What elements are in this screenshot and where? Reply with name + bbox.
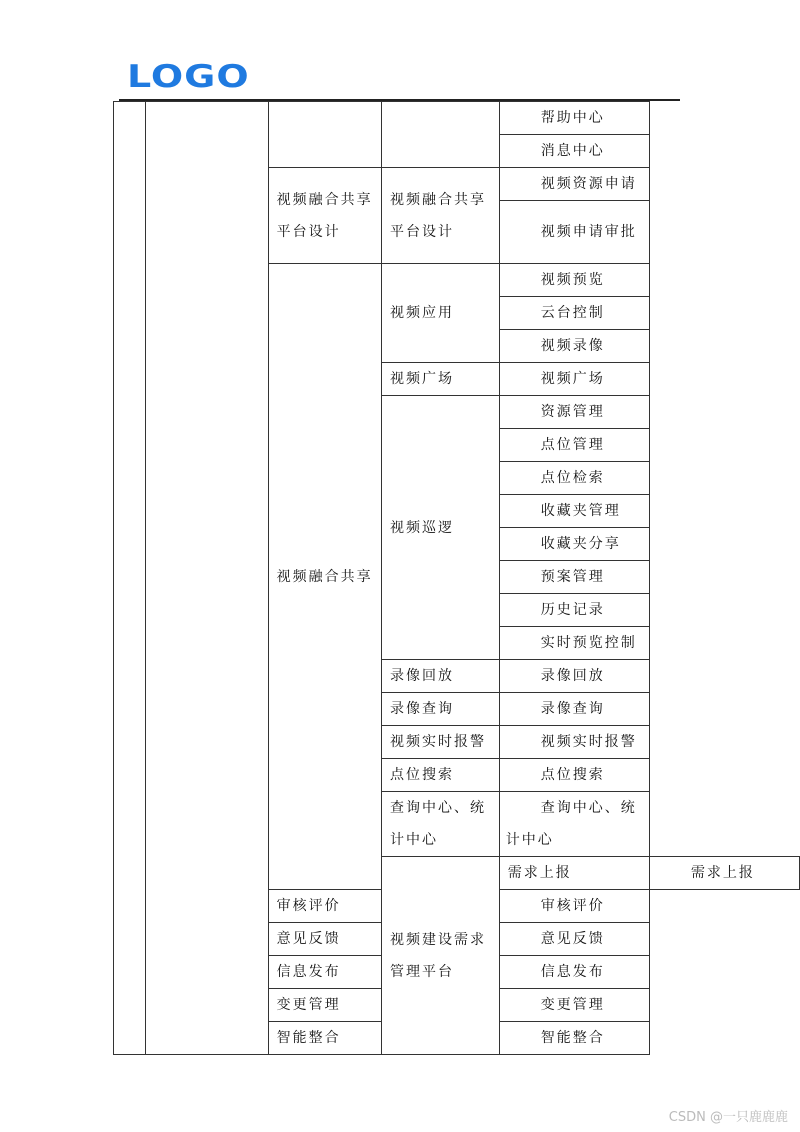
table-cell-submodule: 视频巡逻 <box>382 396 500 660</box>
table-cell-item: 录像查询 <box>499 693 649 726</box>
table-cell-item: 预案管理 <box>499 561 649 594</box>
table-cell-item: 资源管理 <box>499 396 649 429</box>
logo: LOGO <box>127 58 250 95</box>
table-cell-item: 视频广场 <box>499 363 649 396</box>
table-cell-item: 云台控制 <box>499 297 649 330</box>
table-cell-submodule: 录像查询 <box>382 693 500 726</box>
table-cell-item: 视频录像 <box>499 330 649 363</box>
table-cell-submodule: 意见反馈 <box>268 923 381 956</box>
table-cell-submodule: 变更管理 <box>268 989 381 1022</box>
table-cell-submodule: 审核评价 <box>268 890 381 923</box>
table-cell-item: 点位搜索 <box>499 759 649 792</box>
table-cell-item: 收藏夹管理 <box>499 495 649 528</box>
table-cell-item: 历史记录 <box>499 594 649 627</box>
table-cell-item: 收藏夹分享 <box>499 528 649 561</box>
table-row <box>114 102 800 135</box>
table-cell-item: 视频预览 <box>499 264 649 297</box>
table-cell-item: 点位检索 <box>499 462 649 495</box>
table-cell-submodule: 点位搜索 <box>382 759 500 792</box>
table-cell-submodule: 信息发布 <box>268 956 381 989</box>
table-cell-item: 视频实时报警 <box>499 726 649 759</box>
table-cell-item: 查询中心、统计中心 <box>499 792 649 857</box>
table-cell-blank-col1 <box>114 102 146 1055</box>
table-cell-blank-col2 <box>146 102 268 1055</box>
table-cell-item: 审核评价 <box>499 890 649 923</box>
table-cell-module: 视频融合共享 <box>268 264 381 890</box>
table-cell-item: 视频资源申请 <box>499 168 649 201</box>
table-cell-blank-col3 <box>268 102 381 168</box>
table-cell-submodule: 智能整合 <box>268 1022 381 1055</box>
table-cell-item: 变更管理 <box>499 989 649 1022</box>
table-cell-submodule: 视频融合共享平台设计 <box>382 168 500 264</box>
table-cell-module: 视频建设需求管理平台 <box>382 857 500 1055</box>
function-table <box>113 101 800 1055</box>
table-cell-item: 信息发布 <box>499 956 649 989</box>
table-cell-submodule: 视频应用 <box>382 264 500 363</box>
table-cell-item: 点位管理 <box>499 429 649 462</box>
table-cell-submodule: 查询中心、统计中心 <box>382 792 500 857</box>
table-cell-submodule: 视频广场 <box>382 363 500 396</box>
table-cell-item: 消息中心 <box>499 135 649 168</box>
table-cell-item: 帮助中心 <box>499 102 649 135</box>
table-cell-submodule: 视频实时报警 <box>382 726 500 759</box>
table-cell-submodule: 录像回放 <box>382 660 500 693</box>
watermark: CSDN @一只鹿鹿鹿 <box>668 1110 788 1125</box>
table-cell-submodule: 需求上报 <box>499 857 649 890</box>
table-cell-blank-col4 <box>382 102 500 168</box>
table-cell-module: 视频融合共享平台设计 <box>268 168 381 264</box>
table-cell-item: 视频申请审批 <box>499 201 649 264</box>
table-cell-item: 意见反馈 <box>499 923 649 956</box>
table-cell-item: 需求上报 <box>649 857 799 890</box>
table-cell-item: 智能整合 <box>499 1022 649 1055</box>
table-cell-item: 录像回放 <box>499 660 649 693</box>
table-cell-item: 实时预览控制 <box>499 627 649 660</box>
